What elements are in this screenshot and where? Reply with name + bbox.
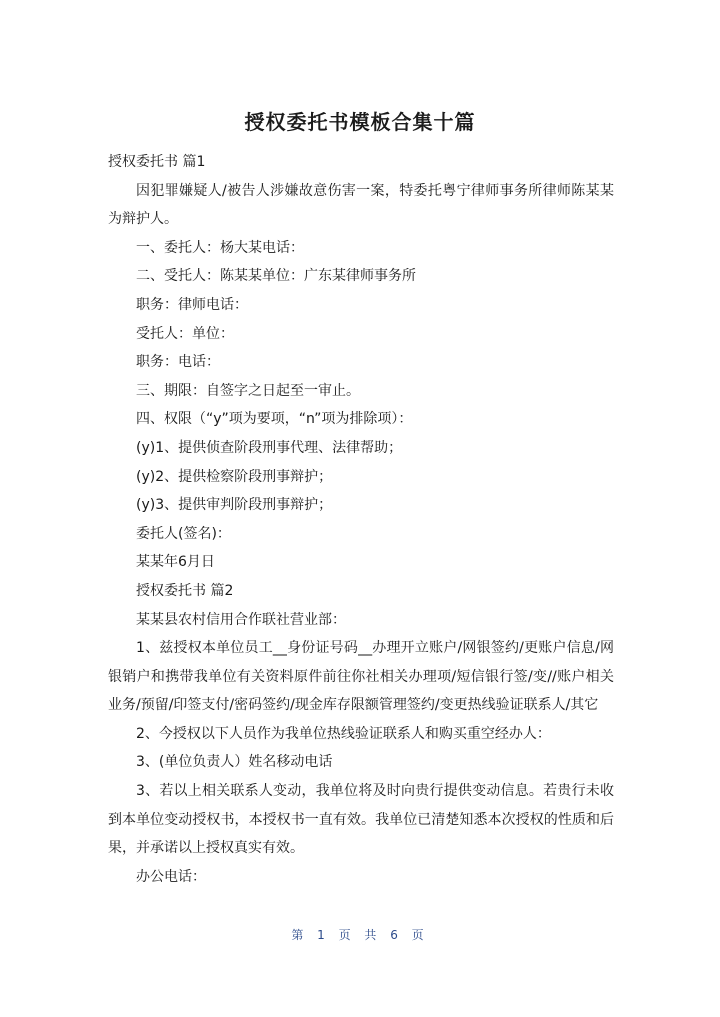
- paragraph: 委托人(签名)：: [136, 525, 231, 542]
- paragraph: 3、若以上相关联系人变动，我单位将及时向贵行提供变动信息。若贵行未收到本单位变动授权书，本授权书一直有效。我单位已清楚知悉本次授权的性质和后果，并承诺以上授权真实有效。: [108, 783, 614, 857]
- paragraph: 2、今授权以下人员作为我单位热线验证联系人和购买重空经办人：: [136, 725, 551, 742]
- section-heading-1: 授权委托书 篇1: [108, 154, 206, 170]
- paragraph: 职务：律师电话：: [136, 296, 248, 313]
- paragraph: 因犯罪嫌疑人/被告人涉嫌故意伤害一案，特委托粤宁律师事务所律师陈某某为辩护人。: [108, 182, 614, 228]
- paragraph: 受托人：单位：: [136, 325, 234, 342]
- paragraph: 某某年6月日: [136, 554, 215, 571]
- document-body: [108, 148, 614, 891]
- paragraph: (y)3、提供审判阶段刑事辩护；: [136, 497, 333, 514]
- section-heading-2: 授权委托书 篇2: [136, 582, 234, 599]
- paragraph: 四、权限（“y”项为要项，“n”项为排除项）：: [136, 411, 413, 428]
- paragraph: 某某县农村信用合作联社营业部：: [136, 611, 346, 628]
- paragraph: 1、兹授权本单位员工__身份证号码__办理开立账户/网银签约/更账户信息/网银销户和携带我单位有关资料原件前往你社相关办理项/短信银行签/变//账户相关业务/预留/印签支付/密码签约/现金库存限额管理签约/变更热线验证联系人/其它: [108, 640, 614, 714]
- paragraph: 二、受托人：陈某某单位：广东某律师事务所: [136, 268, 416, 285]
- paragraph: 一、委托人：杨大某电话：: [136, 239, 304, 256]
- page-number: 第 1 页 共 6 页: [291, 928, 429, 942]
- paragraph: (y)1、提供侦查阶段刑事代理、法律帮助；: [136, 439, 403, 456]
- paragraph: 职务：电话：: [136, 354, 220, 371]
- paragraph: 3、(单位负责人）姓名移动电话: [136, 754, 333, 771]
- paragraph: 三、期限：自签字之日起至一审止。: [136, 382, 360, 399]
- paragraph: 办公电话：: [136, 868, 206, 885]
- document-title: 授权委托书模板合集十篇: [244, 110, 476, 134]
- paragraph: (y)2、提供检察阶段刑事辩护；: [136, 468, 333, 485]
